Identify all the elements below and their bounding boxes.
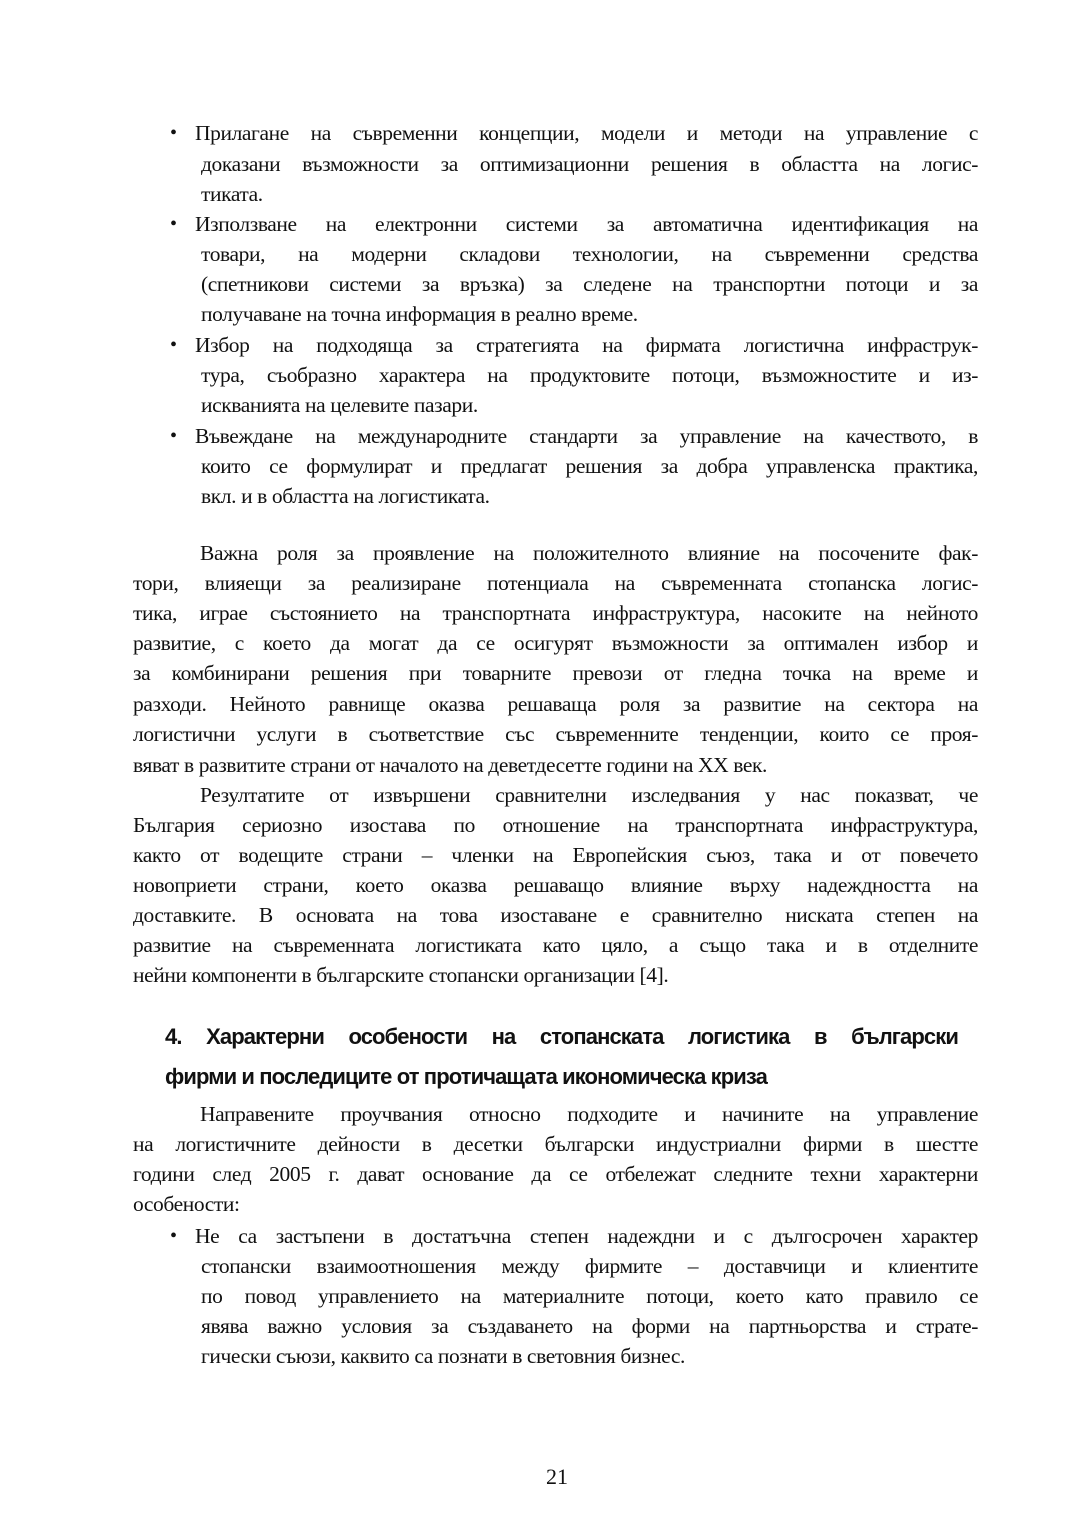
text-line: тори, влияещи за реализиране потенциала на съвременната стопанска логис- — [133, 571, 978, 595]
text-line: на логистичните дейности в десетки български индустриални фирми в шестте — [133, 1132, 978, 1156]
text-line: тура, съобразно характера на продуктовите потоци, възможностите и из- — [201, 363, 978, 387]
text-line: Използване на електронни системи за автоматична идентификация на — [195, 212, 978, 236]
text-line: разходи. Нейното равнище оказва решаваща роля за развитие на сектора на — [133, 692, 978, 716]
text-line: за комбинирани решения при товарните превози от гледна точка на време и — [133, 661, 978, 685]
text-line: стопански взаимоотношения между фирмите – доставчици и клиентите — [201, 1254, 978, 1278]
text-line: България сериозно изостава по отношение на транспортната инфраструктура, — [133, 813, 978, 837]
text-line: (спетникови системи за връзка) за следене на транспортни потоци и за — [201, 272, 978, 296]
text-line: вкл. и в областта на логистиката. — [201, 484, 490, 508]
page-number: 21 — [546, 1464, 568, 1489]
text-line: доказани възможности за оптимизационни решения в областта на логис- — [201, 152, 978, 176]
text-line: Не са застъпени в достатъчна степен надеждни и с дългосрочен характер — [195, 1224, 978, 1248]
text-line: Въвеждане на международните стандарти за управление на качеството, в — [195, 424, 978, 448]
bullet-icon: • — [170, 213, 178, 235]
text-line: тиката. — [201, 182, 263, 206]
text-line: Резултатите от извършени сравнителни изследвания у нас показват, че — [200, 783, 978, 807]
text-line: нейни компоненти в българските стопански организации [4]. — [133, 963, 669, 987]
text-line: явява важно условия за създаването на форми на партньорства и страте- — [201, 1314, 978, 1338]
text-line: доставките. В основата на това изоставане е сравнително ниската степен на — [133, 903, 978, 927]
bullet-icon: • — [170, 122, 178, 144]
text-line: получаване на точна информация в реално време. — [201, 302, 638, 326]
text-line: новоприети страни, което оказва решаващо влияние върху надеждността на — [133, 873, 978, 897]
text-line: Избор на подходяща за стратегията на фирмата логистична инфраструк- — [195, 333, 978, 357]
text-line: които се формулират и предлагат решения за добра управленска практика, — [201, 454, 978, 478]
text-line: гически съюзи, каквито са познати в световния бизнес. — [201, 1344, 685, 1368]
heading-line: 4. Характерни особености на стопанската логистика в български — [165, 1024, 958, 1049]
text-line: развитие на съвременната логистиката като цяло, а също така и в отделните — [133, 933, 978, 957]
text-line: особености: — [133, 1192, 240, 1216]
text-line: тика, играе състоянието на транспортната инфраструктура, насоките на нейното — [133, 601, 978, 625]
text-line: Важна роля за проявление на положителното влияние на посочените фак- — [200, 541, 978, 565]
bullet-icon: • — [170, 334, 178, 356]
text-line: развитие, с което да могат да се осигурят възможности за оптимален избор и — [133, 631, 978, 655]
text-line: искванията на целевите пазари. — [201, 393, 478, 417]
text-line: логистични услуги в съответствие със съвременните тенденции, които се проя- — [133, 722, 978, 746]
bullet-icon: • — [170, 425, 178, 447]
heading-line: фирми и последиците от протичащата икономическа криза — [165, 1064, 767, 1089]
text-line: Направените проучвания относно подходите и начините на управление — [200, 1102, 978, 1126]
text-line: Прилагане на съвременни концепции, модели и методи на управление с — [195, 121, 978, 145]
text-line: години след 2005 г. дават основание да се отбележат следните техни характерни — [133, 1162, 978, 1186]
text-line: както от водещите страни – членки на Европейския съюз, така и от повечето — [133, 843, 978, 867]
text-line: товари, на модерни складови технологии, на съвременни средства — [201, 242, 978, 266]
bullet-icon: • — [170, 1225, 178, 1247]
text-line: вяват в развитите страни от началото на деветдесетте години на XX век. — [133, 753, 767, 777]
text-line: по повод управлението на материалните потоци, което като правило се — [201, 1284, 978, 1308]
